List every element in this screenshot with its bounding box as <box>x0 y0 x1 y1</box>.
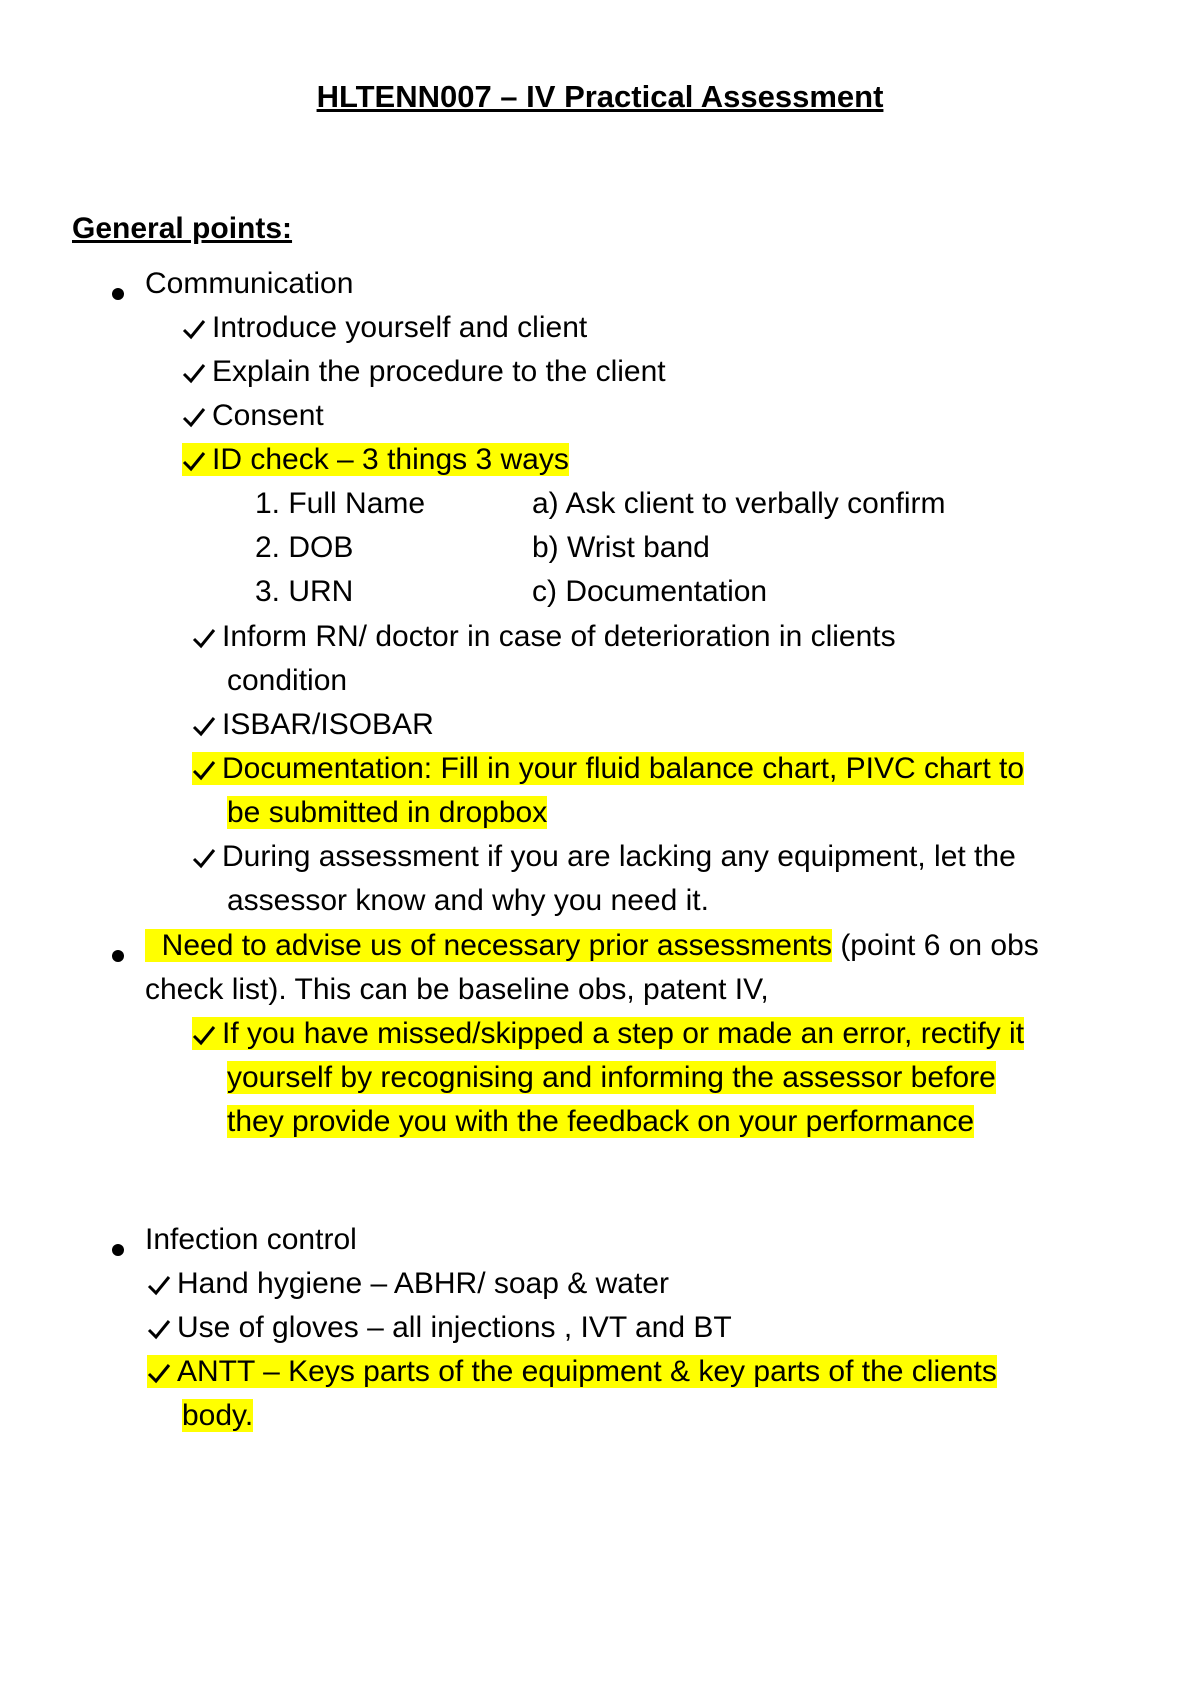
check-item: Use of gloves – all injections , IVT and BT <box>147 1306 732 1350</box>
checkmark-icon <box>192 1012 222 1056</box>
checkmark-icon <box>147 1306 177 1350</box>
check-item-highlighted: ID check – 3 things 3 ways <box>182 438 569 482</box>
bullet-icon <box>112 1225 124 1269</box>
checkmark-icon <box>192 747 222 791</box>
infection-control-label: Infection control <box>145 1223 357 1256</box>
communication-label: Communication <box>145 267 354 300</box>
check-item: Introduce yourself and client <box>182 306 587 350</box>
checkmark-icon <box>182 438 212 482</box>
checkmark-icon <box>147 1350 177 1394</box>
id-item-way: a) Ask client to verbally confirm <box>532 487 946 520</box>
check-item: Hand hygiene – ABHR/ soap & water <box>147 1262 669 1306</box>
checkmark-icon <box>192 835 222 879</box>
check-item-highlighted: If you have missed/skipped a step or made an error, rectify it <box>192 1012 1024 1056</box>
prior-assessments-text: Need to advise us of necessary prior assessments (point 6 on obs <box>145 929 1039 962</box>
check-item-continuation: assessor know and why you need it. <box>227 884 709 917</box>
bullet-icon <box>112 931 124 975</box>
checkmark-icon <box>182 350 212 394</box>
check-item-continuation: condition <box>227 664 348 697</box>
check-item-continuation: be submitted in dropbox <box>227 796 548 829</box>
checkmark-icon <box>182 394 212 438</box>
check-item-continuation: they provide you with the feedback on your performance <box>227 1105 975 1138</box>
checkmark-icon <box>147 1262 177 1306</box>
check-item: ISBAR/ISOBAR <box>192 703 434 747</box>
id-item-way: c) Documentation <box>532 575 768 608</box>
check-item-highlighted: ANTT – Keys parts of the equipment & key parts of the clients <box>147 1350 997 1394</box>
section-heading: General points: <box>72 212 293 245</box>
check-item: Consent <box>182 394 324 438</box>
checkmark-icon <box>192 703 222 747</box>
bullet-icon <box>112 269 124 313</box>
checkmark-icon <box>182 306 212 350</box>
check-item-continuation: body. <box>182 1399 254 1432</box>
page-title: HLTENN007 – IV Practical Assessment <box>316 79 884 114</box>
check-item-continuation: yourself by recognising and informing the assessor before <box>227 1061 996 1094</box>
check-item: Inform RN/ doctor in case of deterioration in clients <box>192 615 896 659</box>
checkmark-icon <box>192 615 222 659</box>
check-item-highlighted: Documentation: Fill in your fluid balance chart, PIVC chart to <box>192 747 1024 791</box>
check-item: Explain the procedure to the client <box>182 350 666 394</box>
id-item-number: 2. DOB <box>255 531 354 564</box>
id-item-way: b) Wrist band <box>532 531 710 564</box>
id-item-number: 3. URN <box>255 575 354 608</box>
prior-assessments-continuation: check list). This can be baseline obs, patent IV, <box>145 973 769 1006</box>
check-item: During assessment if you are lacking any equipment, let the <box>192 835 1016 879</box>
id-item-number: 1. Full Name <box>255 487 426 520</box>
